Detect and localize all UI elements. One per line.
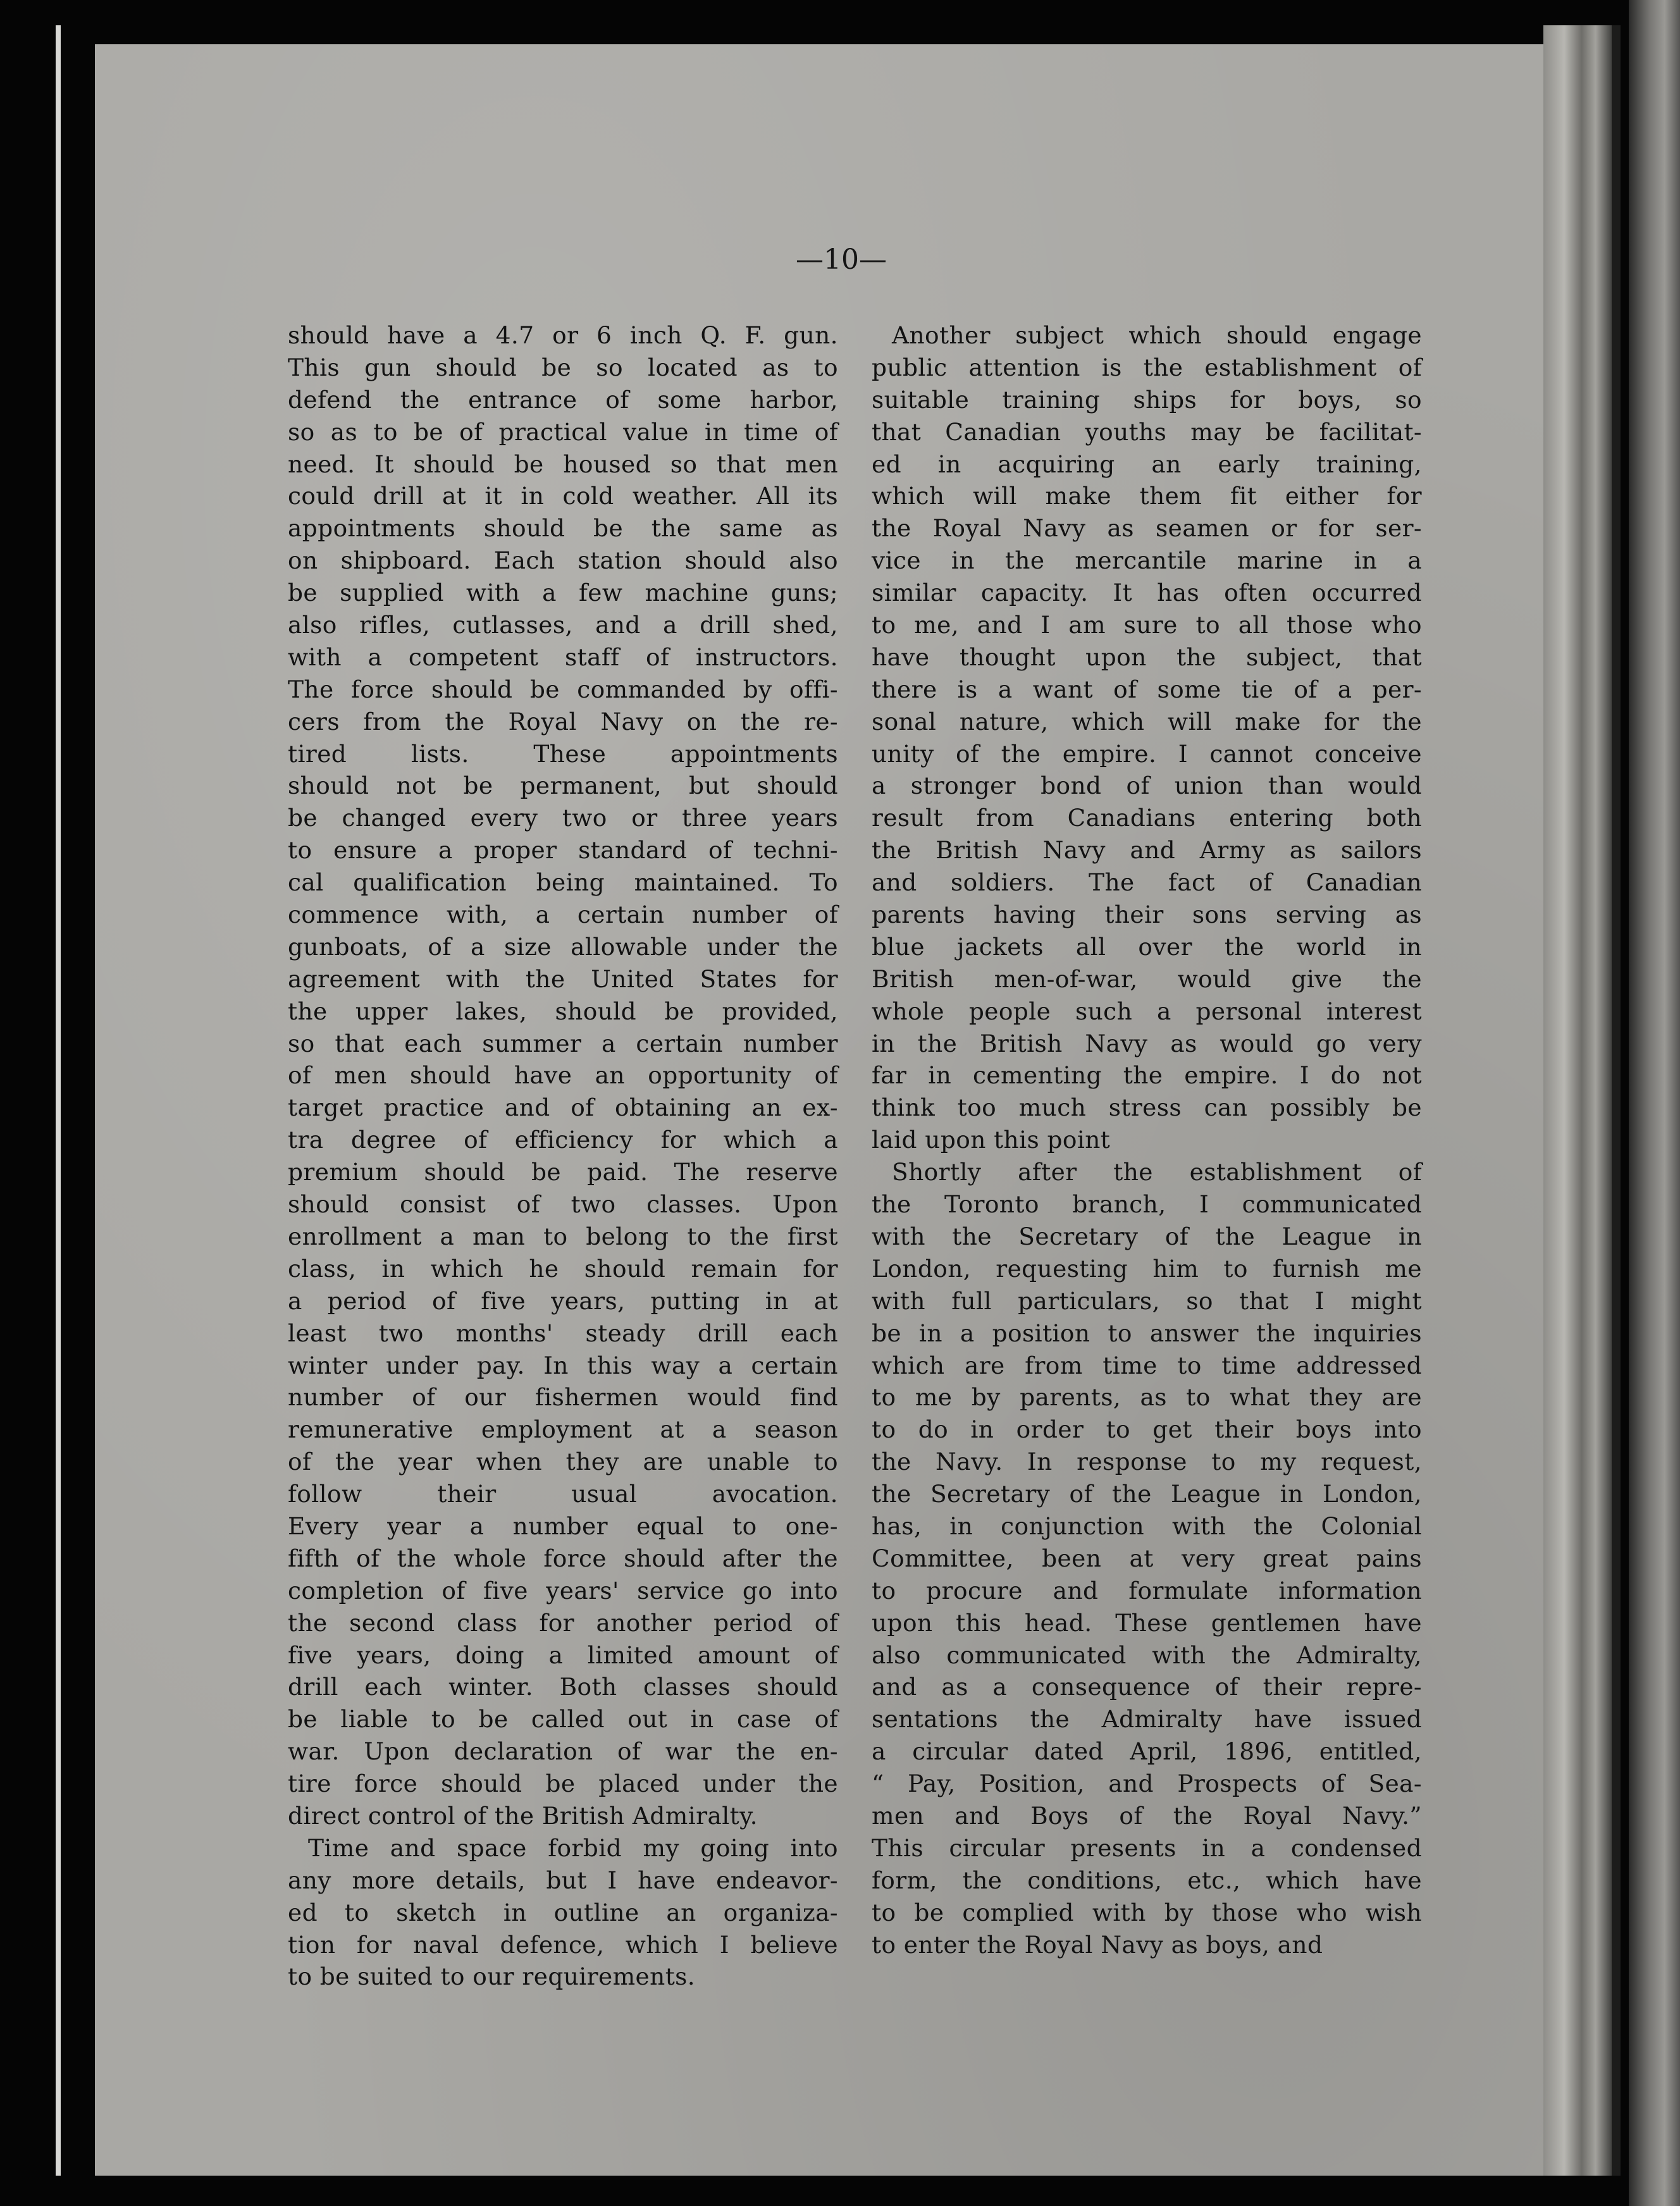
text-line: similar capacity. It has often occurred [872, 579, 1422, 607]
text-line: “ Pay, Position, and Prospects of Sea- [872, 1770, 1422, 1798]
text-line: far in cementing the empire. I do not [872, 1061, 1422, 1090]
text-line: Every year a number equal to one- [288, 1512, 838, 1540]
text-line: should have a 4.7 or 6 inch Q. F. gun. [288, 321, 838, 349]
text-line: any more details, but I have endeavor- [288, 1866, 838, 1894]
text-line: follow their usual avocation. [288, 1480, 838, 1508]
text-line: the second class for another period of [288, 1608, 838, 1637]
text-line: This gun should be so located as to [288, 353, 838, 381]
text-line: sentations the Admiralty have issued [872, 1705, 1422, 1734]
text-line: whole people such a personal interest [872, 997, 1422, 1025]
text-line: the Navy. In response to my request, [872, 1448, 1422, 1476]
text-line: should consist of two classes. Upon [288, 1190, 838, 1219]
text-line: defend the entrance of some harbor, [288, 385, 838, 414]
text-line: tra degree of efficiency for which a [288, 1126, 838, 1154]
text-line: agreement with the United States for [288, 964, 838, 993]
text-line: winter under pay. In this way a certain [288, 1351, 838, 1379]
text-line: on shipboard. Each station should also [288, 546, 838, 575]
text-line: number of our fishermen would find [288, 1383, 838, 1412]
text-line: there is a want of some tie of a per- [872, 675, 1422, 703]
text-line: to be suited to our requirements. [288, 1963, 696, 1991]
text-line: be supplied with a few machine guns; [288, 579, 838, 607]
text-line: and soldiers. The fact of Canadian [872, 868, 1422, 897]
text-line: cal qualification being maintained. To [288, 868, 838, 897]
text-line: to procure and formulate information [872, 1576, 1422, 1605]
text-line: that Canadian youths may be facilitat- [872, 417, 1422, 446]
text-line: gunboats, of a size allowable under the [288, 932, 838, 961]
text-line: be in a position to answer the inquiries [872, 1319, 1422, 1347]
text-line: parents having their sons serving as [872, 901, 1422, 929]
text-line: tire force should be placed under the [288, 1770, 838, 1798]
text-line: tired lists. These appointments [288, 739, 838, 768]
text-line: enrollment a man to belong to the first [288, 1222, 838, 1250]
text-line: has, in conjunction with the Colonial [872, 1512, 1422, 1540]
binding-spine [1543, 25, 1613, 2176]
text-line: ed in acquiring an early training, [872, 450, 1422, 478]
text-line: to enter the Royal Navy as boys, and [872, 1930, 1323, 1959]
text-line: so that each summer a certain number [288, 1029, 838, 1057]
text-line: suitable training ships for boys, so [872, 385, 1422, 414]
text-line: least two months' steady drill each [288, 1319, 838, 1347]
text-line: sonal nature, which will make for the [872, 707, 1422, 736]
text-line: of the year when they are unable to [288, 1448, 838, 1476]
text-line: war. Upon declaration of war the en- [288, 1737, 838, 1766]
text-line: which will make them fit either for [872, 482, 1422, 510]
text-line: commence with, a certain number of [288, 901, 838, 929]
text-line: premium should be paid. The reserve [288, 1158, 838, 1186]
text-line: also rifles, cutlasses, and a drill shed, [288, 611, 838, 639]
text-line: which are from time to time addressed [872, 1351, 1422, 1379]
text-line: ed to sketch in outline an organiza- [288, 1898, 838, 1926]
text-line: British men-of-war, would give the [872, 964, 1422, 993]
binding-spine-edge [1612, 25, 1621, 2176]
text-line: blue jackets all over the world in [872, 932, 1422, 961]
text-line: be changed every two or three years [288, 804, 838, 832]
text-line: with full particulars, so that I might [872, 1286, 1422, 1315]
text-line: men and Boys of the Royal Navy.” [872, 1801, 1422, 1830]
text-line: the British Navy and Army as sailors [872, 836, 1422, 865]
text-line: so as to be of practical value in time of [288, 417, 838, 446]
text-line: and as a consequence of their repre- [872, 1673, 1422, 1701]
text-line: of men should have an opportunity of [288, 1061, 838, 1090]
text-line: to ensure a proper standard of techni- [288, 836, 838, 865]
text-line: in the British Navy as would go very [872, 1029, 1422, 1057]
text-line: with the Secretary of the League in [872, 1222, 1422, 1250]
text-line: to me, and I am sure to all those who [872, 611, 1422, 639]
text-line: should not be permanent, but should [288, 772, 838, 800]
text-line: unity of the empire. I cannot conceive [872, 739, 1422, 768]
text-line: remunerative employment at a season [288, 1415, 838, 1444]
text-line: the Royal Navy as seamen or for ser- [872, 514, 1422, 543]
text-line: think too much stress can possibly be [872, 1094, 1422, 1122]
scan-left-edge [56, 25, 61, 2176]
next-page-edge [1629, 0, 1680, 2206]
text-line: completion of five years' service go into [288, 1576, 838, 1605]
text-line: fifth of the whole force should after the [288, 1544, 838, 1572]
text-line: need. It should be housed so that men [288, 450, 838, 478]
text-line: London, requesting him to furnish me [872, 1254, 1422, 1283]
text-line: This circular presents in a condensed [872, 1833, 1422, 1862]
text-line: class, in which he should remain for [288, 1254, 838, 1283]
text-line: be liable to be called out in case of [288, 1705, 838, 1734]
text-column-left [288, 319, 838, 1993]
text-line: Shortly after the establishment of [892, 1158, 1422, 1186]
text-line: form, the conditions, etc., which have [872, 1866, 1422, 1894]
text-line: the upper lakes, should be provided, [288, 997, 838, 1025]
text-line: a circular dated April, 1896, entitled, [872, 1737, 1422, 1766]
text-line: a period of five years, putting in at [288, 1286, 838, 1315]
text-line: to do in order to get their boys into [872, 1415, 1422, 1444]
text-line: laid upon this point [872, 1126, 1111, 1154]
text-line: also communicated with the Admiralty, [872, 1641, 1422, 1669]
text-line: tion for naval defence, which I believe [288, 1930, 838, 1959]
text-line: vice in the mercantile marine in a [872, 546, 1422, 575]
text-line: The force should be commanded by offi- [288, 675, 838, 703]
text-line: to me by parents, as to what they are [872, 1383, 1422, 1412]
text-line: the Secretary of the League in London, [872, 1480, 1422, 1508]
text-line: Committee, been at very great pains [872, 1544, 1422, 1572]
text-line: appointments should be the same as [288, 514, 838, 543]
text-line: target practice and of obtaining an ex- [288, 1094, 838, 1122]
text-line: Another subject which should engage [892, 321, 1422, 349]
text-line: Time and space forbid my going into [308, 1833, 838, 1862]
text-line: could drill at it in cold weather. All its [288, 482, 838, 510]
text-line: cers from the Royal Navy on the re- [288, 707, 838, 736]
text-line: five years, doing a limited amount of [288, 1641, 838, 1669]
text-column-right [872, 319, 1422, 1961]
text-line: have thought upon the subject, that [872, 643, 1422, 671]
text-line: direct control of the British Admiralty. [288, 1801, 758, 1830]
page-number: —10— [796, 243, 887, 276]
text-line: upon this head. These gentlemen have [872, 1608, 1422, 1637]
text-line: the Toronto branch, I communicated [872, 1190, 1422, 1219]
text-line: drill each winter. Both classes should [288, 1673, 838, 1701]
text-line: public attention is the establishment of [872, 353, 1422, 381]
text-line: result from Canadians entering both [872, 804, 1422, 832]
text-line: a stronger bond of union than would [872, 772, 1422, 800]
text-line: with a competent staff of instructors. [288, 643, 838, 671]
text-line: to be complied with by those who wish [872, 1898, 1422, 1926]
